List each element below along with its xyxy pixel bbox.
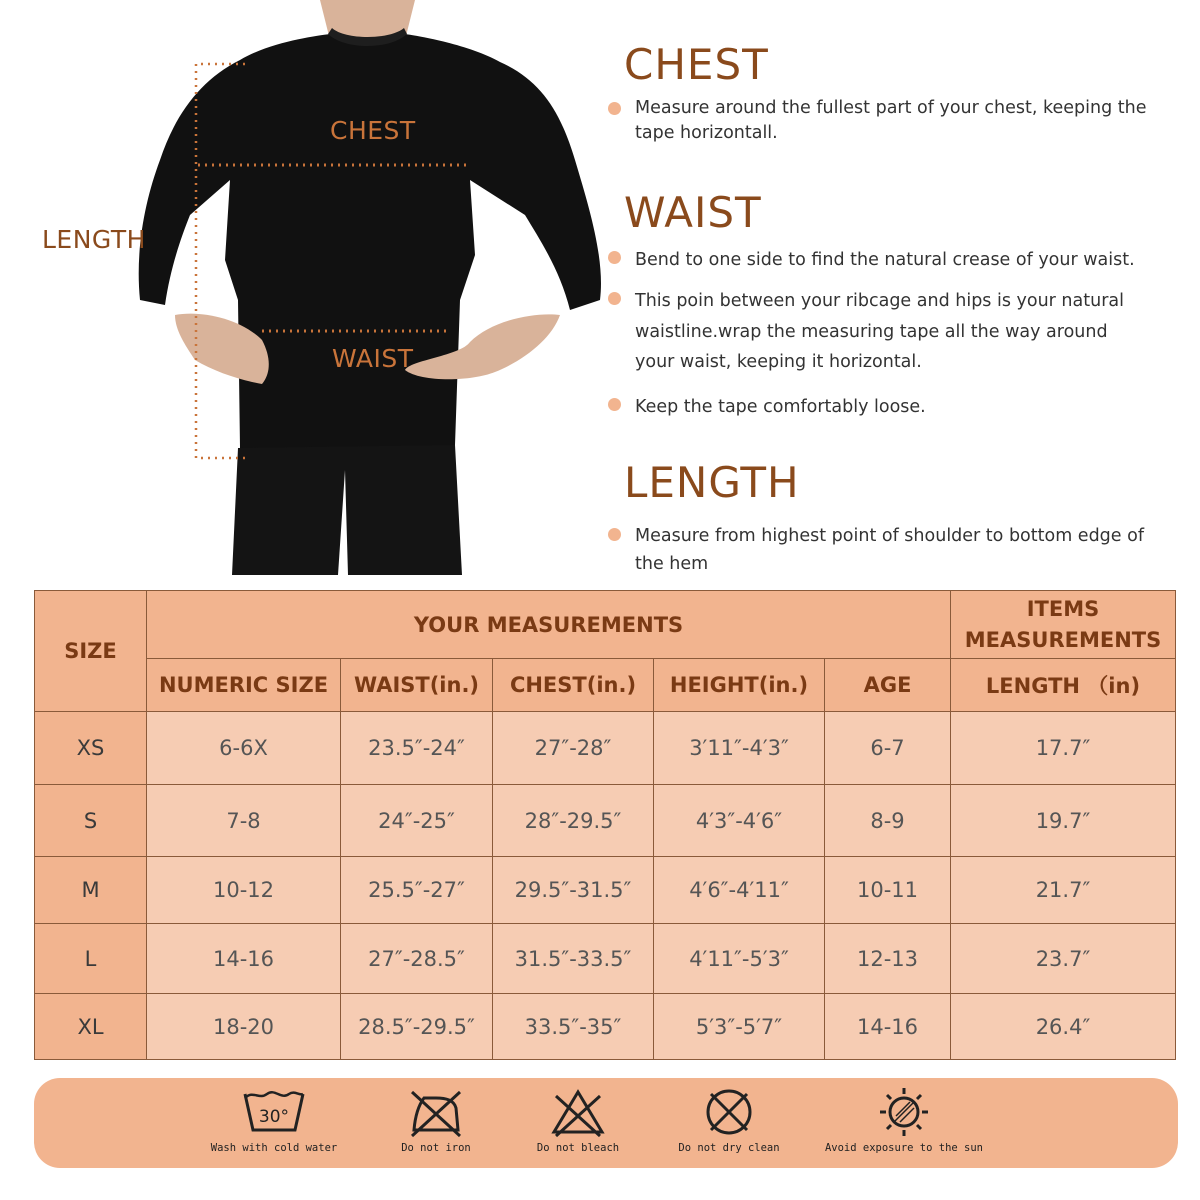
table-cell: 5′3″-5′7″ (654, 994, 825, 1060)
bullet-text: Measure from highest point of shoulder to bottom edge of the hem (635, 526, 1144, 574)
figure-length-label: LENGTH (42, 225, 146, 254)
size-cell: S (35, 785, 147, 857)
table-cell: 4′11″-5′3″ (654, 924, 825, 994)
table-cell: 6-7 (825, 712, 951, 785)
chest-bullet (608, 96, 1178, 147)
care-item-wash (204, 1078, 344, 1168)
table-row (35, 712, 1176, 785)
waist-bullet (608, 245, 1178, 276)
size-cell: M (35, 857, 147, 924)
bullet-text: This poin between your ribcage and hips is your natural waistline.wrap the measuring tape all the way around your waist, keeping it horizontal. (635, 291, 1124, 373)
size-cell: L (35, 924, 147, 994)
bullet-dot (608, 292, 621, 305)
table-cell: 17.7″ (951, 712, 1176, 785)
care-item-dry-clean (674, 1078, 784, 1168)
care-item-iron (386, 1078, 486, 1168)
table-cell: 4′3″-4′6″ (654, 785, 825, 857)
table-cell: 23.7″ (951, 924, 1176, 994)
length-bullet (608, 522, 1178, 578)
table-cell: 25.5″-27″ (341, 857, 493, 924)
bullet-text: Keep the tape comfortably loose. (635, 397, 926, 417)
table-cell: 31.5″-33.5″ (493, 924, 654, 994)
size-chart-table (34, 590, 1176, 1060)
care-label: Do not dry clean (678, 1142, 780, 1154)
column-header: LENGTH （in) (951, 659, 1176, 712)
table-cell: 28″-29.5″ (493, 785, 654, 857)
avoid-sun-icon (872, 1086, 936, 1138)
care-label: Avoid exposure to the sun (824, 1142, 984, 1154)
no-bleach-icon (548, 1086, 608, 1138)
no-iron-icon (406, 1086, 466, 1138)
table-cell: 10-12 (147, 857, 341, 924)
figure-waist-label: WAIST (332, 344, 414, 373)
table-cell: 14-16 (825, 994, 951, 1060)
table-cell: 6-6X (147, 712, 341, 785)
table-cell: 18-20 (147, 994, 341, 1060)
bullet-dot (608, 398, 621, 411)
table-cell: 8-9 (825, 785, 951, 857)
care-label: Do not bleach (536, 1142, 620, 1154)
table-cell: 12-13 (825, 924, 951, 994)
table-row (35, 994, 1176, 1060)
table-cell: 29.5″-31.5″ (493, 857, 654, 924)
your-measurements-header: YOUR MEASUREMENTS (147, 591, 951, 659)
table-cell: 27″-28.5″ (341, 924, 493, 994)
table-cell: 21.7″ (951, 857, 1176, 924)
table-cell: 7-8 (147, 785, 341, 857)
length-title: LENGTH (624, 458, 800, 507)
column-header: HEIGHT(in.) (654, 659, 825, 712)
column-header: WAIST(in.) (341, 659, 493, 712)
care-label: Wash with cold water (210, 1142, 338, 1154)
size-header: SIZE (35, 591, 147, 712)
chest-title: CHEST (624, 40, 769, 89)
table-row (35, 924, 1176, 994)
table-cell: 33.5″-35″ (493, 994, 654, 1060)
model-silhouette (0, 0, 610, 575)
care-instructions-bar (34, 1078, 1178, 1168)
care-item-sun (814, 1078, 994, 1168)
table-row (35, 857, 1176, 924)
table-cell: 23.5″-24″ (341, 712, 493, 785)
bullet-text: Measure around the fullest part of your chest, keeping the tape horizontall. (635, 98, 1147, 144)
column-header: NUMERIC SIZE (147, 659, 341, 712)
bullet-dot (608, 251, 621, 264)
bullet-dot (608, 102, 621, 115)
care-item-bleach (528, 1078, 628, 1168)
waist-bullet (608, 392, 1178, 423)
wash-30-icon (239, 1086, 309, 1138)
items-measurements-header: ITEMS MEASUREMENTS (951, 591, 1176, 659)
no-dry-clean-icon (699, 1086, 759, 1138)
figure-chest-label: CHEST (330, 116, 416, 145)
table-cell: 14-16 (147, 924, 341, 994)
size-cell: XS (35, 712, 147, 785)
table-row (35, 785, 1176, 857)
size-cell: XL (35, 994, 147, 1060)
model-figure (0, 0, 610, 575)
wash-temp: 30° (258, 1107, 290, 1127)
table-cell: 10-11 (825, 857, 951, 924)
bullet-dot (608, 528, 621, 541)
table-cell: 26.4″ (951, 994, 1176, 1060)
bullet-text: Bend to one side to find the natural crease of your waist. (635, 250, 1135, 270)
table-cell: 27″-28″ (493, 712, 654, 785)
column-header: CHEST(in.) (493, 659, 654, 712)
waist-title: WAIST (624, 188, 762, 237)
table-cell: 4′6″-4′11″ (654, 857, 825, 924)
table-cell: 24″-25″ (341, 785, 493, 857)
waist-bullet (608, 286, 1148, 378)
care-label: Do not iron (401, 1142, 471, 1154)
table-cell: 3′11″-4′3″ (654, 712, 825, 785)
table-cell: 28.5″-29.5″ (341, 994, 493, 1060)
table-cell: 19.7″ (951, 785, 1176, 857)
column-header: AGE (825, 659, 951, 712)
